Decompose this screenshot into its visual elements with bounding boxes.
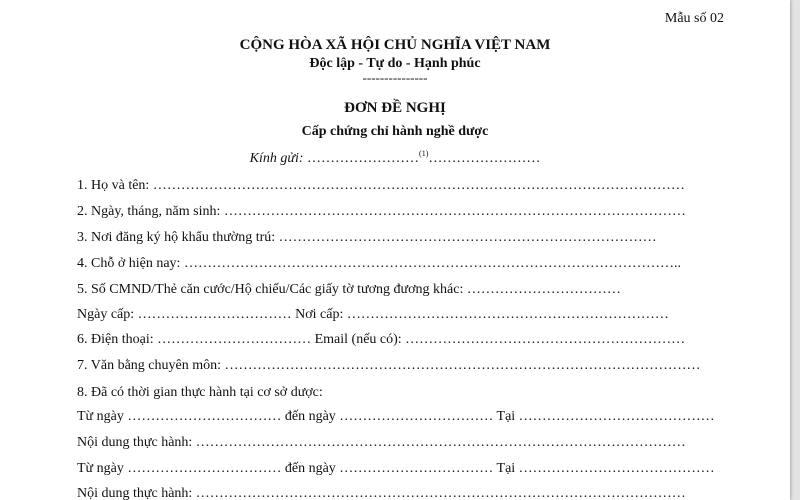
field-practice-period-2: Từ ngày …………………………… đến ngày …………………………… Tại …………………………………… (77, 461, 715, 476)
header-divider: --------------- (362, 70, 428, 85)
field-id-number: 5. Số CMND/Thẻ căn cước/Hộ chiếu/Các giấy tờ tương đương khác: …………………………… (77, 282, 621, 297)
form-number: Mẫu số 02 (664, 11, 724, 26)
country-name: CỘNG HÒA XÃ HỘI CHỦ NGHĨA VIỆT NAM (239, 37, 551, 53)
field-phone-email: 6. Điện thoại: …………………………… Email (nếu có): …………………………………………………… (77, 332, 686, 347)
field-practice-heading: 8. Đã có thời gian thực hành tại cơ sở dược: (77, 385, 323, 400)
field-practice-content-2: Nội dung thực hành: …………………………………………………………………………………………… (77, 486, 686, 500)
national-motto: Độc lập - Tự do - Hạnh phúc (309, 56, 481, 71)
field-current-address: 4. Chỗ ở hiện nay: …………………………………………………………………………………………….. (77, 256, 681, 271)
field-registered-residence: 3. Nơi đăng ký hộ khẩu thường trú: ……………………………………………………………………… (77, 230, 657, 245)
field-issue-date-place: Ngày cấp: …………………………… Nơi cấp: …………………………………………………………… (77, 307, 669, 322)
field-practice-content-1: Nội dung thực hành: …………………………………………………………………………………………… (77, 435, 686, 450)
footnote-marker: (1) (419, 149, 429, 158)
document-subtitle: Cấp chứng chỉ hành nghề dược (301, 124, 489, 139)
recipient-dots-left: …………………… (307, 151, 420, 166)
field-date-of-birth: 2. Ngày, tháng, năm sinh: ……………………………………………………………………………………… (77, 204, 686, 219)
recipient-dots-right: …………………… (428, 151, 541, 166)
field-full-name: 1. Họ và tên: …………………………………………………………………………………………………… (77, 178, 685, 193)
document-title: ĐƠN ĐỀ NGHỊ (344, 100, 446, 116)
recipient-line (0, 150, 790, 168)
recipient-label: Kính gửi: (249, 151, 308, 166)
field-practice-period-1: Từ ngày …………………………… đến ngày …………………………… Tại …………………………………… (77, 409, 715, 424)
field-qualification: 7. Văn bằng chuyên môn: ………………………………………………………………………………………… (77, 358, 701, 373)
